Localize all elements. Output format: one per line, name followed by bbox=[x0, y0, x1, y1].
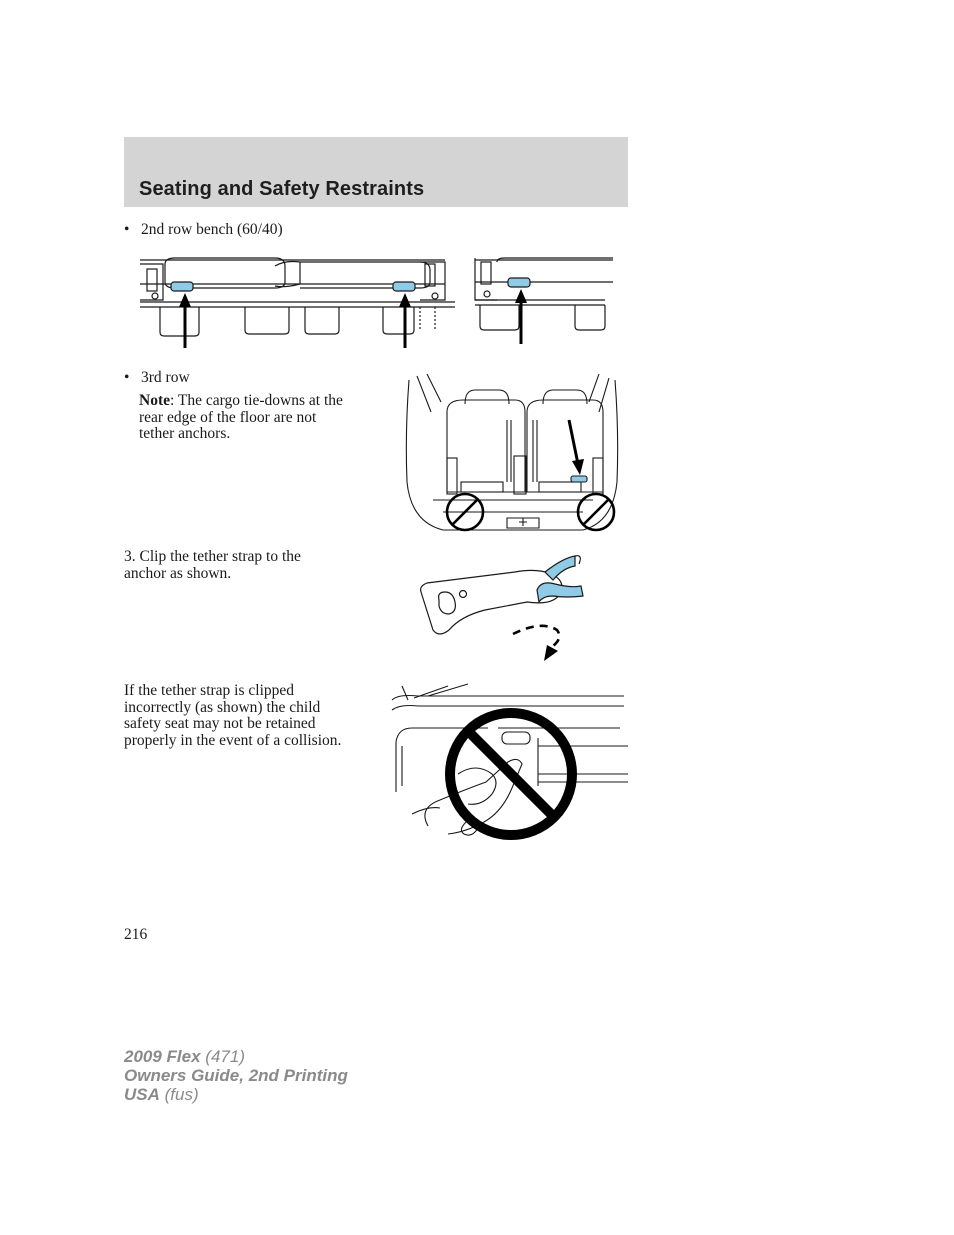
bench-bullet-item bbox=[124, 222, 283, 239]
bullet-marker: • bbox=[124, 221, 130, 238]
tether-clip-illustration bbox=[415, 550, 590, 665]
third-row-note bbox=[139, 393, 379, 443]
footer-model-code: (471) bbox=[205, 1047, 245, 1066]
third-row-illustration bbox=[403, 372, 621, 537]
note-label: Note bbox=[139, 392, 170, 409]
bench-label: 2nd row bench (60/40) bbox=[141, 221, 283, 238]
warning-line-3: safety seat may not be retained bbox=[124, 715, 316, 732]
incorrect-clip-warning bbox=[124, 683, 369, 749]
footer-model: 2009 Flex bbox=[124, 1047, 201, 1066]
note-line-2: rear edge of the floor are not bbox=[139, 408, 317, 426]
note-line-3: tether anchors. bbox=[139, 425, 231, 442]
third-row-label: 3rd row bbox=[141, 369, 190, 386]
clip-line-1: 3. Clip the tether strap to the bbox=[124, 548, 301, 565]
bench-anchor-illustration bbox=[135, 252, 620, 352]
note-text: : The cargo tie-downs at the bbox=[170, 392, 343, 409]
warning-line-1: If the tether strap is clipped bbox=[124, 682, 295, 699]
footer-market-code: (fus) bbox=[164, 1085, 199, 1104]
footer-guide: Owners Guide, 2nd Printing bbox=[124, 1066, 348, 1085]
section-title: Seating and Safety Restraints bbox=[139, 178, 425, 200]
page-number: 216 bbox=[124, 926, 148, 943]
document-footer bbox=[124, 1047, 348, 1104]
incorrect-clip-illustration bbox=[388, 682, 630, 847]
third-row-bullet-item bbox=[124, 370, 190, 387]
footer-market: USA bbox=[124, 1085, 160, 1104]
warning-line-2: incorrectly (as shown) the child bbox=[124, 698, 321, 716]
clip-instruction bbox=[124, 549, 364, 582]
clip-line-2: anchor as shown. bbox=[124, 564, 232, 582]
warning-line-4: properly in the event of a collision. bbox=[124, 731, 342, 749]
bullet-marker: • bbox=[124, 369, 130, 386]
section-header bbox=[124, 137, 628, 207]
